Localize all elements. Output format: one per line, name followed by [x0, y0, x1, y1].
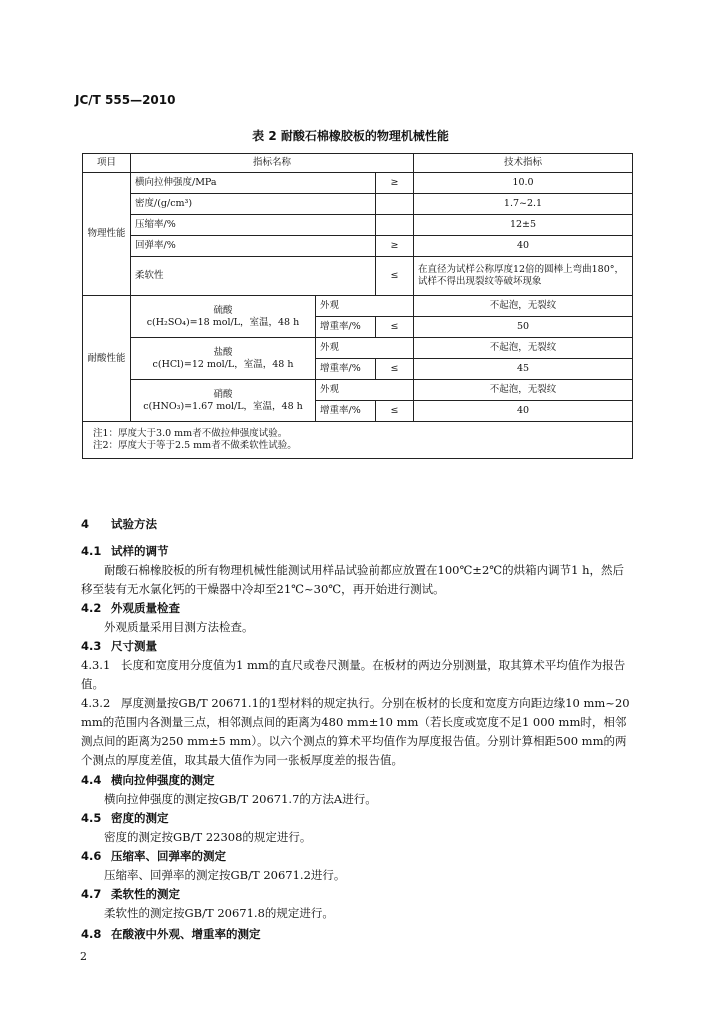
row-symbol: ≤	[376, 257, 414, 296]
weight-label: 增重率/%	[316, 401, 376, 422]
row-symbol	[376, 215, 414, 236]
appearance-label: 外观	[316, 338, 414, 359]
section-4-3	[81, 637, 631, 770]
table-note: 注1：厚度大于3.0 mm者不做拉伸强度试验。	[93, 428, 288, 440]
section-number: 4	[81, 517, 90, 531]
section-title: 外观质量检查	[111, 601, 180, 615]
table-row	[83, 257, 633, 296]
row-name: 柔软性	[131, 257, 376, 296]
section-4-8	[81, 925, 631, 944]
table-row	[83, 215, 633, 236]
row-value: 10.0	[414, 173, 633, 194]
section-title: 尺寸测量	[111, 639, 157, 653]
row-value: 12±5	[414, 215, 633, 236]
acid-condition: c(HNO₃)=1.67 mol/L，室温，48 h	[143, 400, 303, 412]
appearance-label: 外观	[316, 296, 414, 317]
section-4-2	[81, 599, 631, 637]
section-title: 密度的测定	[111, 811, 169, 825]
section-4-3-1	[81, 656, 631, 694]
properties-table	[82, 153, 633, 459]
table-header-row	[83, 154, 633, 173]
appearance-value: 不起泡，无裂纹	[414, 380, 633, 401]
section-number: 4.2	[81, 601, 102, 615]
group-physical: 物理性能	[83, 173, 131, 296]
weight-symbol: ≤	[376, 359, 414, 380]
row-name: 密度/(g/cm³)	[131, 194, 376, 215]
section-number: 4.3.2	[81, 696, 111, 710]
table-note: 注2：厚度大于等于2.5 mm者不做柔软性试验。	[93, 440, 297, 451]
weight-symbol: ≤	[376, 401, 414, 422]
section-4	[81, 515, 631, 534]
row-value: 1.7~2.1	[414, 194, 633, 215]
section-title: 在酸液中外观、增重率的测定	[111, 927, 261, 941]
acid-name: 硝酸	[213, 388, 233, 400]
section-4-3-2	[81, 694, 631, 770]
section-title: 横向拉伸强度的测定	[111, 773, 215, 787]
weight-label: 增重率/%	[316, 317, 376, 338]
section-number: 4.5	[81, 811, 102, 825]
section-text: 长度和宽度用分度值为1 mm的直尺或卷尺测量。在板材的两边分别测量，取其算术平均值作为报告值。	[81, 658, 626, 691]
table-title: 表 2 耐酸石棉橡胶板的物理机械性能	[252, 129, 449, 143]
appearance-value: 不起泡，无裂纹	[414, 338, 633, 359]
page-number: 2	[80, 950, 87, 963]
weight-value: 50	[414, 317, 633, 338]
weight-value: 45	[414, 359, 633, 380]
table-row	[83, 380, 633, 401]
weight-label: 增重率/%	[316, 359, 376, 380]
section-number: 4.6	[81, 849, 102, 863]
section-text: 密度的测定按GB/T 22308的规定进行。	[104, 830, 312, 844]
header-requirement: 技术指标	[414, 154, 633, 173]
group-acid: 耐酸性能	[83, 296, 131, 422]
section-title: 试样的调节	[111, 544, 169, 558]
section-text: 柔软性的测定按GB/T 20671.8的规定进行。	[104, 906, 334, 920]
row-name: 压缩率/%	[131, 215, 376, 236]
acid-name: 盐酸	[213, 346, 233, 358]
acid-name: 硫酸	[213, 304, 233, 316]
section-text: 外观质量采用目测方法检查。	[104, 620, 254, 634]
header-indicator: 指标名称	[131, 154, 414, 173]
section-text: 耐酸石棉橡胶板的所有物理机械性能测试用样品试验前都应放置在100℃±2℃的烘箱内调节1 h，然后移至装有无水氯化钙的干燥器中冷却至21℃~30℃，再开始进行测试。	[81, 563, 625, 596]
row-symbol: ≥	[376, 236, 414, 257]
acid-condition: c(H₂SO₄)=18 mol/L，室温，48 h	[146, 316, 300, 328]
acid-hydrochloric	[131, 338, 316, 380]
section-number: 4.8	[81, 927, 102, 941]
section-number: 4.4	[81, 773, 102, 787]
section-4-5	[81, 809, 631, 847]
table-row	[83, 173, 633, 194]
section-number: 4.7	[81, 887, 102, 901]
row-name: 回弹率/%	[131, 236, 376, 257]
section-4-7	[81, 885, 631, 923]
table-row	[83, 338, 633, 359]
section-title: 试验方法	[111, 517, 157, 531]
section-number: 4.1	[81, 544, 102, 558]
table-notes-row	[83, 422, 633, 459]
document-code: JC/T 555—2010	[75, 93, 176, 107]
weight-symbol: ≤	[376, 317, 414, 338]
section-4-1	[81, 542, 631, 599]
acid-nitric	[131, 380, 316, 422]
row-symbol	[376, 194, 414, 215]
table-notes	[83, 422, 633, 459]
row-value: 在直径为试样公称厚度12倍的圆棒上弯曲180°，试样不得出现裂纹等破坏现象	[414, 257, 633, 296]
row-symbol: ≥	[376, 173, 414, 194]
section-title: 压缩率、回弹率的测定	[111, 849, 226, 863]
header-item: 项目	[83, 154, 131, 173]
section-4-4	[81, 771, 631, 809]
table-row	[83, 236, 633, 257]
section-4-6	[81, 847, 631, 885]
appearance-label: 外观	[316, 380, 414, 401]
section-text: 压缩率、回弹率的测定按GB/T 20671.2进行。	[104, 868, 346, 882]
section-title: 柔软性的测定	[111, 887, 180, 901]
row-name: 横向拉伸强度/MPa	[131, 173, 376, 194]
acid-condition: c(HCl)=12 mol/L，室温，48 h	[152, 358, 294, 370]
section-text: 厚度测量按GB/T 20671.1的1型材料的规定执行。分别在板材的长度和宽度方向距边缘10 mm~20 mm的范围内各测量三点，相邻测点间的距离为480 mm±10 mm（若长度或宽度不足1 000 mm时，相邻测点间的距离为250 mm±5 mm）。以六个测点的算术平均值作为厚度报告值。分别计算相距500 mm的两个测点的厚度差值，取其最大值作为同一张板厚度差的报告值。	[81, 696, 630, 767]
table-row	[83, 194, 633, 215]
weight-value: 40	[414, 401, 633, 422]
section-text: 横向拉伸强度的测定按GB/T 20671.7的方法A进行。	[104, 792, 377, 806]
acid-sulfuric	[131, 296, 316, 338]
appearance-value: 不起泡，无裂纹	[414, 296, 633, 317]
section-number: 4.3	[81, 639, 102, 653]
row-value: 40	[414, 236, 633, 257]
section-number: 4.3.1	[81, 658, 111, 672]
table-row	[83, 296, 633, 317]
